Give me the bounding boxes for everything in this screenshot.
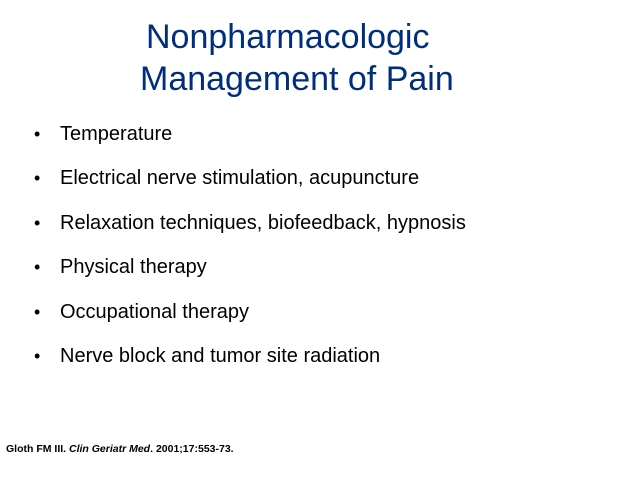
citation <box>6 443 234 455</box>
slide-title <box>100 16 560 100</box>
bullet-icon: • <box>34 301 41 322</box>
citation-details: . 2001;17:553-73. <box>150 443 234 455</box>
bullet-item <box>28 112 466 157</box>
bullet-text: Physical therapy <box>60 256 207 279</box>
bullet-text: Relaxation techniques, biofeedback, hypnosis <box>60 211 466 234</box>
bullet-icon: • <box>34 257 41 278</box>
bullet-icon: • <box>34 212 41 233</box>
title-line-1: Nonpharmacologic <box>146 18 430 56</box>
citation-journal: Clin Geriatr Med <box>69 443 151 455</box>
bullet-item <box>28 335 466 380</box>
bullet-item <box>28 290 466 335</box>
bullet-text: Nerve block and tumor site radiation <box>60 345 381 368</box>
bullet-icon: • <box>34 123 41 144</box>
bullet-icon: • <box>34 168 41 189</box>
bullet-item <box>28 157 466 202</box>
bullet-list <box>28 112 466 379</box>
bullet-text: Temperature <box>60 122 173 145</box>
title-line-2: Management of Pain <box>140 60 454 98</box>
bullet-text: Electrical nerve stimulation, acupuncture <box>60 167 420 190</box>
citation-author: Gloth FM III. <box>6 443 69 455</box>
bullet-item <box>28 246 466 291</box>
bullet-text: Occupational therapy <box>60 300 250 323</box>
bullet-icon: • <box>34 346 41 367</box>
bullet-item <box>28 201 466 246</box>
